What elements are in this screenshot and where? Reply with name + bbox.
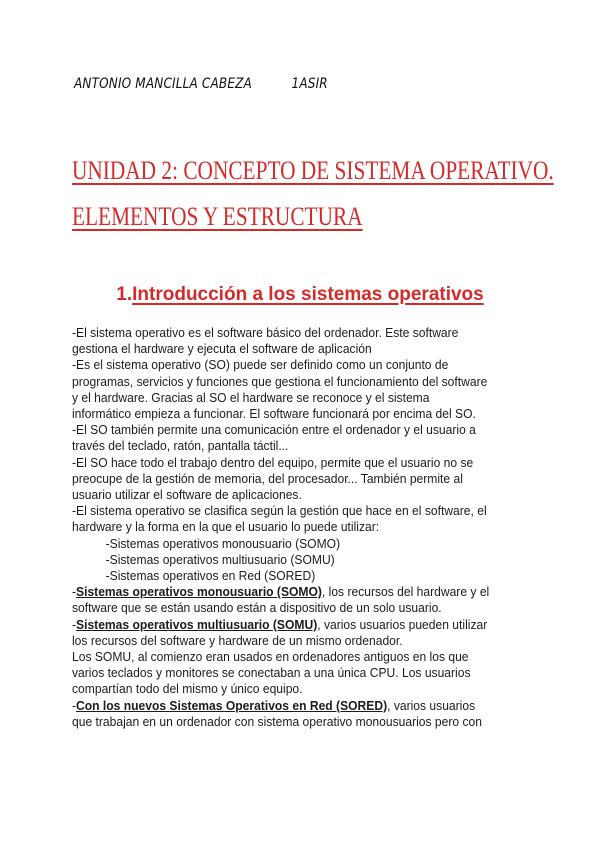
text-line: -El SO hace todo el trabajo dentro del equipo, permite que el usuario no se: [72, 455, 474, 470]
unit-title: [72, 148, 554, 240]
text-line: -Es el sistema operativo (SO) puede ser definido como un conjunto de: [72, 358, 449, 373]
unit-title-line-2: ELEMENTOS Y ESTRUCTURA: [72, 202, 363, 231]
text-line: [72, 617, 514, 633]
author-name: ANTONIO MANCILLA CABEZA: [74, 76, 252, 92]
text-line: [72, 584, 514, 600]
section-heading-text: Introducción a los sistemas operativos: [132, 284, 484, 305]
body-text: [72, 325, 532, 730]
text-line: compartían todo del mismo y único equipo.: [72, 682, 303, 697]
text-run: , varios usuarios: [387, 698, 476, 713]
text-line: software que se están usando están a dispositivo de un solo usuario.: [72, 601, 442, 616]
text-line: programas, servicios y funciones que gestiona el funcionamiento del software: [72, 374, 488, 389]
document-header: [74, 76, 328, 92]
text-line: -El sistema operativo es el software básico del ordenador. Este software: [72, 326, 459, 340]
text-line: -El SO también permite una comunicación entre el ordenador y el usuario a: [72, 423, 476, 438]
list-item: -Sistemas operativos en Red (SORED): [105, 569, 316, 584]
list-item: -Sistemas operativos multiusuario (SOMU): [105, 552, 335, 567]
text-run: , varios usuarios pueden utilizar: [317, 617, 488, 632]
text-line: hardware y la forma en la que el usuario lo puede utilizar:: [72, 520, 380, 535]
list-item: -Sistemas operativos monousuario (SOMO): [105, 536, 341, 551]
text-line: través del teclado, ratón, pantalla táctil...: [72, 439, 289, 454]
section-heading: [0, 284, 600, 306]
section-number: 1.: [116, 284, 133, 305]
text-line: varios teclados y monitores se conectaban a una única CPU. Los usuarios: [72, 666, 471, 681]
unit-title-line-1: UNIDAD 2: CONCEPTO DE SISTEMA OPERATIVO.: [72, 156, 554, 185]
dash: -: [72, 617, 77, 632]
text-line: gestiona el hardware y ejecuta el software de aplicación: [72, 342, 372, 357]
dash: -: [72, 698, 77, 713]
text-line: [72, 698, 514, 714]
text-line: informático empieza a funcionar. El software funcionará por encima del SO.: [72, 407, 476, 422]
text-line: preocupe de la gestión de memoria, del procesador... También permite al: [72, 471, 463, 486]
text-line: -El sistema operativo se clasifica según la gestión que hace en el software, el: [72, 504, 487, 519]
term-sored: Con los nuevos Sistemas Operativos en Red (SORED): [76, 698, 388, 713]
text-line: usuario utilizar el software de aplicaciones.: [72, 488, 302, 503]
text-line: los recursos del software y hardware de un mismo ordenador.: [72, 633, 403, 648]
text-line: que trabajan en un ordenador con sistema operativo monousuarios pero con: [72, 714, 482, 729]
text-line: y el hardware. Gracias al SO el hardware se reconoce y el sistema: [72, 390, 430, 405]
dash: -: [72, 585, 77, 600]
term-somo: Sistemas operativos monousuario (SOMO): [76, 585, 322, 600]
class-name: 1ASIR: [291, 76, 328, 92]
text-run: , los recursos del hardware y el: [321, 585, 490, 600]
text-line: Los SOMU, al comienzo eran usados en ordenadores antiguos en los que: [72, 650, 469, 665]
term-somu: Sistemas operativos multiusuario (SOMU): [76, 617, 318, 632]
